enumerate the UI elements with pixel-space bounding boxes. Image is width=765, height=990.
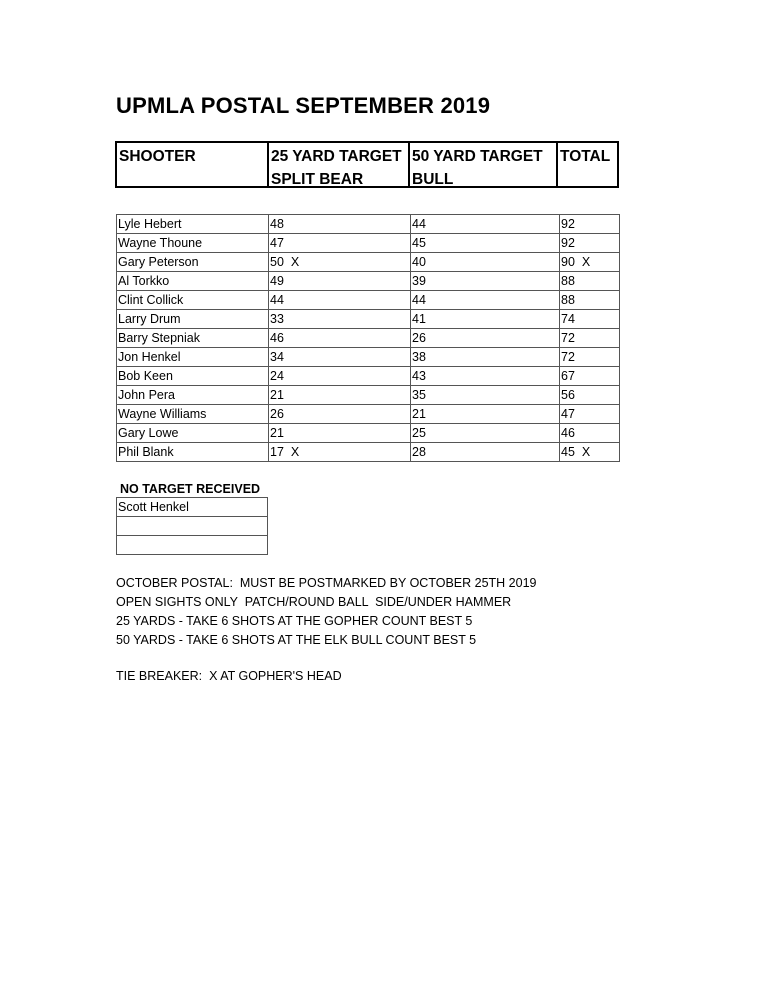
total-cell: 45 X (560, 443, 620, 462)
score-50-cell: 28 (411, 443, 560, 462)
no-target-row (117, 517, 268, 536)
shooter-cell: Clint Collick (117, 291, 269, 310)
header-total (558, 143, 617, 186)
shooter-cell: Lyle Hebert (117, 215, 269, 234)
total-cell: 88 (560, 272, 620, 291)
header-table (115, 141, 619, 188)
shooter-cell: John Pera (117, 386, 269, 405)
no-target-row (117, 536, 268, 555)
shooter-cell: Bob Keen (117, 367, 269, 386)
no-target-row (117, 498, 268, 517)
no-target-name (117, 517, 268, 536)
score-25-cell: 49 (269, 272, 411, 291)
table-row (117, 386, 620, 405)
note-line: OPEN SIGHTS ONLY PATCH/ROUND BALL SIDE/UNDER HAMMER (116, 595, 512, 609)
table-row (117, 329, 620, 348)
table-row (117, 348, 620, 367)
total-cell: 72 (560, 348, 620, 367)
score-50-cell: 40 (411, 253, 560, 272)
shooter-cell: Gary Lowe (117, 424, 269, 443)
table-row (117, 405, 620, 424)
score-50-cell: 44 (411, 291, 560, 310)
total-cell: 74 (560, 310, 620, 329)
total-cell: 90 X (560, 253, 620, 272)
no-target-name: Scott Henkel (117, 498, 268, 517)
table-row (117, 367, 620, 386)
header-25-line2: SPLIT BEAR (271, 171, 364, 188)
table-row (117, 443, 620, 462)
score-50-cell: 41 (411, 310, 560, 329)
shooter-cell: Phil Blank (117, 443, 269, 462)
note-line: 25 YARDS - TAKE 6 SHOTS AT THE GOPHER COUNT BEST 5 (116, 614, 473, 628)
tie-breaker: TIE BREAKER: X AT GOPHER'S HEAD (116, 669, 342, 683)
no-target-name (117, 536, 268, 555)
score-50-cell: 44 (411, 215, 560, 234)
score-25-cell: 21 (269, 424, 411, 443)
header-50-line2: BULL (412, 171, 454, 188)
total-cell: 67 (560, 367, 620, 386)
note-line: 50 YARDS - TAKE 6 SHOTS AT THE ELK BULL COUNT BEST 5 (116, 633, 477, 647)
shooter-cell: Barry Stepniak (117, 329, 269, 348)
score-25-cell: 17 X (269, 443, 411, 462)
score-25-cell: 44 (269, 291, 411, 310)
total-cell: 46 (560, 424, 620, 443)
score-25-cell: 34 (269, 348, 411, 367)
score-50-cell: 38 (411, 348, 560, 367)
score-25-cell: 48 (269, 215, 411, 234)
notes-block (116, 574, 537, 650)
table-row (117, 215, 620, 234)
score-50-cell: 26 (411, 329, 560, 348)
score-25-cell: 24 (269, 367, 411, 386)
score-25-cell: 47 (269, 234, 411, 253)
table-row (117, 291, 620, 310)
header-25-line1: 25 YARD TARGET (271, 148, 402, 165)
table-row (117, 253, 620, 272)
score-25-cell: 26 (269, 405, 411, 424)
score-25-cell: 21 (269, 386, 411, 405)
table-row (117, 272, 620, 291)
total-cell: 92 (560, 234, 620, 253)
score-25-cell: 33 (269, 310, 411, 329)
note-line: OCTOBER POSTAL: MUST BE POSTMARKED BY OCTOBER 25TH 2019 (116, 576, 537, 590)
header-50-yard (410, 143, 558, 186)
shooter-cell: Wayne Thoune (117, 234, 269, 253)
total-cell: 72 (560, 329, 620, 348)
score-50-cell: 45 (411, 234, 560, 253)
score-50-cell: 35 (411, 386, 560, 405)
score-50-cell: 39 (411, 272, 560, 291)
total-cell: 47 (560, 405, 620, 424)
header-shooter (117, 143, 269, 186)
shooter-cell: Gary Peterson (117, 253, 269, 272)
no-target-label: NO TARGET RECEIVED (120, 482, 261, 496)
header-50-line1: 50 YARD TARGET (412, 148, 543, 165)
no-target-table (116, 497, 268, 555)
header-25-yard (269, 143, 410, 186)
score-25-cell: 50 X (269, 253, 411, 272)
table-row (117, 234, 620, 253)
total-cell: 88 (560, 291, 620, 310)
score-50-cell: 21 (411, 405, 560, 424)
table-row (117, 424, 620, 443)
header-shooter-label: SHOOTER (119, 148, 196, 165)
page-title: UPMLA POSTAL SEPTEMBER 2019 (116, 93, 491, 118)
table-row (117, 310, 620, 329)
score-25-cell: 46 (269, 329, 411, 348)
header-total-label: TOTAL (560, 148, 611, 165)
shooter-cell: Jon Henkel (117, 348, 269, 367)
total-cell: 56 (560, 386, 620, 405)
scores-table (116, 214, 620, 462)
shooter-cell: Wayne Williams (117, 405, 269, 424)
total-cell: 92 (560, 215, 620, 234)
shooter-cell: Al Torkko (117, 272, 269, 291)
shooter-cell: Larry Drum (117, 310, 269, 329)
score-50-cell: 25 (411, 424, 560, 443)
score-50-cell: 43 (411, 367, 560, 386)
